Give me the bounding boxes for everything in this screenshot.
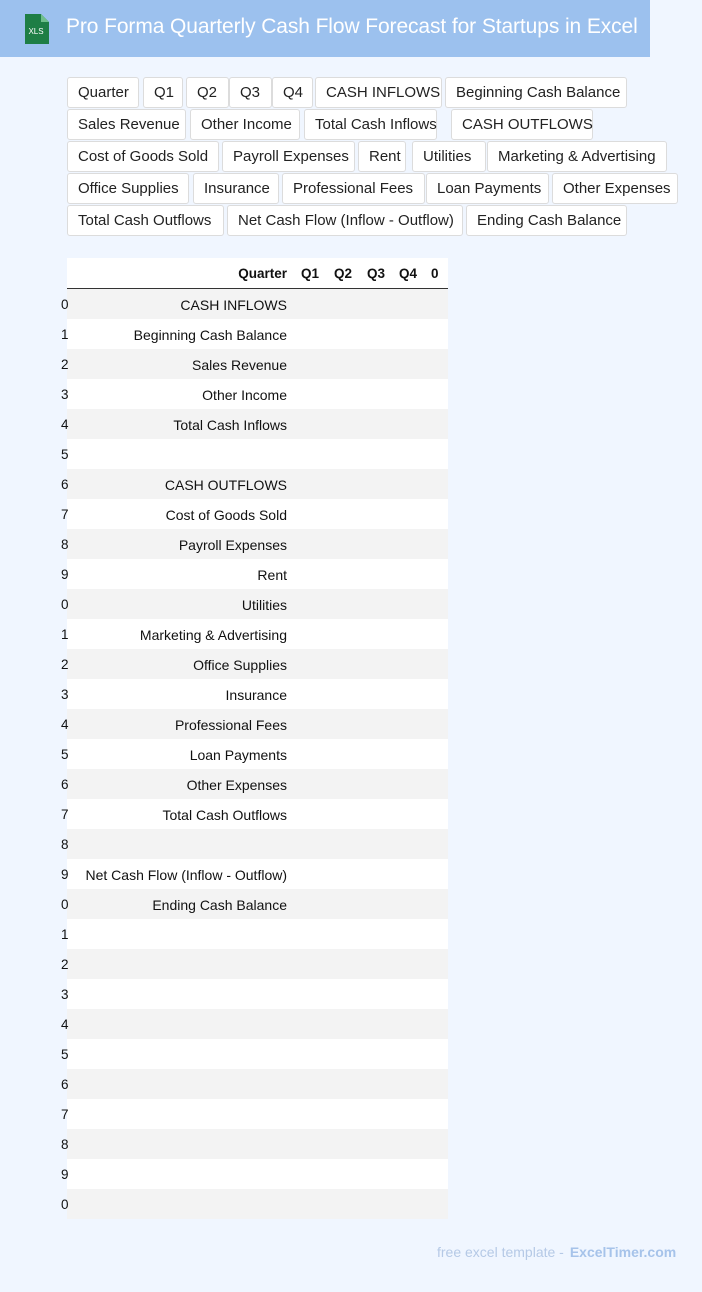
- table-body: [61, 289, 448, 1219]
- footer: [437, 1244, 676, 1260]
- column-header: Q1: [301, 266, 320, 281]
- row-index: 1: [61, 627, 69, 642]
- table-row: [61, 1189, 448, 1219]
- row-label: CASH INFLOWS: [180, 297, 287, 313]
- tag-chip[interactable]: Q1: [143, 77, 183, 108]
- tag-chip[interactable]: Other Income: [190, 109, 300, 140]
- row-label: Total Cash Outflows: [162, 807, 287, 823]
- row-index: 8: [61, 1137, 69, 1152]
- table-row: [61, 919, 448, 949]
- table-row: [61, 1099, 448, 1129]
- table-row: [61, 619, 448, 649]
- row-index: 5: [61, 747, 69, 762]
- table-row: [61, 499, 448, 529]
- table-row: [61, 739, 448, 769]
- row-index: 3: [61, 387, 69, 402]
- table-row: [61, 1159, 448, 1189]
- row-index: 7: [61, 807, 69, 822]
- row-index: 4: [61, 1017, 69, 1032]
- table-row: [61, 679, 448, 709]
- table-row: [61, 979, 448, 1009]
- row-index: 2: [61, 957, 69, 972]
- row-label: CASH OUTFLOWS: [164, 477, 287, 493]
- row-label: Rent: [257, 567, 287, 583]
- row-label: Other Expenses: [186, 777, 287, 793]
- tag-chip[interactable]: Net Cash Flow (Inflow - Outflow): [227, 205, 463, 236]
- row-index: 3: [61, 687, 69, 702]
- row-index: 8: [61, 537, 69, 552]
- row-index: 8: [61, 837, 69, 852]
- row-index: 3: [61, 987, 69, 1002]
- table-row: [61, 1069, 448, 1099]
- tag-chip[interactable]: Beginning Cash Balance: [445, 77, 627, 108]
- tag-chip[interactable]: CASH INFLOWS: [315, 77, 442, 108]
- row-label: Payroll Expenses: [178, 537, 287, 553]
- table-row: [61, 799, 448, 829]
- table-row: [61, 319, 448, 349]
- table-row: [61, 859, 448, 889]
- tag-chip[interactable]: Q4: [272, 77, 313, 108]
- table-row: [61, 469, 448, 499]
- row-index: 2: [61, 657, 69, 672]
- row-index: 7: [61, 507, 69, 522]
- row-label: Other Income: [202, 387, 287, 403]
- table-row: [61, 349, 448, 379]
- table-row: [61, 559, 448, 589]
- table-row: [61, 1009, 448, 1039]
- row-index: 6: [61, 777, 69, 792]
- table-row: [61, 949, 448, 979]
- footer-brand-link[interactable]: ExcelTimer.com: [569, 1244, 677, 1260]
- row-index: 6: [61, 1077, 69, 1092]
- tag-chip[interactable]: CASH OUTFLOWS: [451, 109, 593, 140]
- row-label: Beginning Cash Balance: [133, 327, 287, 343]
- table-row: [61, 379, 448, 409]
- row-label: Total Cash Inflows: [173, 417, 287, 433]
- row-label: Utilities: [241, 597, 287, 613]
- table-header: [67, 258, 448, 289]
- tag-chip[interactable]: Cost of Goods Sold: [67, 141, 219, 172]
- row-index: 0: [61, 297, 69, 312]
- tag-chip[interactable]: Marketing & Advertising: [487, 141, 667, 172]
- row-index: 0: [61, 897, 69, 912]
- table-row: [61, 649, 448, 679]
- column-header: 0: [431, 266, 439, 281]
- row-label: Insurance: [225, 687, 287, 703]
- tag-chip[interactable]: Loan Payments: [426, 173, 549, 204]
- column-header: Q4: [399, 266, 418, 281]
- table-row: [61, 1039, 448, 1069]
- column-header: Quarter: [238, 266, 287, 281]
- tag-chip[interactable]: Rent: [358, 141, 406, 172]
- row-label: Net Cash Flow (Inflow - Outflow): [85, 867, 287, 883]
- row-label: Cost of Goods Sold: [165, 507, 287, 523]
- tag-chip[interactable]: Other Expenses: [552, 173, 678, 204]
- table-row: [61, 1129, 448, 1159]
- table-row: [61, 889, 448, 919]
- row-label: Ending Cash Balance: [152, 897, 287, 913]
- table-row: [61, 529, 448, 559]
- row-index: 9: [61, 567, 69, 582]
- table-row: [61, 289, 448, 319]
- row-index: 6: [61, 477, 69, 492]
- row-label: Office Supplies: [193, 657, 287, 673]
- row-label: Sales Revenue: [192, 357, 287, 373]
- row-index: 0: [61, 1197, 69, 1212]
- tag-chip[interactable]: Total Cash Inflows: [304, 109, 437, 140]
- data-table: [61, 258, 448, 1219]
- row-index: 5: [61, 1047, 69, 1062]
- table-row: [61, 439, 448, 469]
- table-row: [61, 829, 448, 859]
- footer-text: free excel template -: [437, 1244, 564, 1260]
- excel-icon-text: XLS: [28, 27, 44, 36]
- row-index: 4: [61, 717, 69, 732]
- row-index: 1: [61, 927, 69, 942]
- tag-chip[interactable]: Quarter: [67, 77, 139, 108]
- tag-chip[interactable]: Professional Fees: [282, 173, 425, 204]
- row-index: 2: [61, 357, 69, 372]
- row-index: 7: [61, 1107, 69, 1122]
- row-index: 5: [61, 447, 69, 462]
- row-index: 4: [61, 417, 69, 432]
- tag-chip[interactable]: Utilities: [412, 141, 486, 172]
- table-row: [61, 589, 448, 619]
- row-label: Loan Payments: [189, 747, 287, 763]
- row-index: 9: [61, 867, 69, 882]
- row-index: 1: [61, 327, 69, 342]
- row-label: Professional Fees: [174, 717, 287, 733]
- table-row: [61, 409, 448, 439]
- tag-chip[interactable]: Payroll Expenses: [222, 141, 355, 172]
- tag-chip[interactable]: Office Supplies: [67, 173, 189, 204]
- tag-chip[interactable]: Sales Revenue: [67, 109, 186, 140]
- row-index: 9: [61, 1167, 69, 1182]
- tag-chip[interactable]: Q3: [229, 77, 272, 108]
- tag-chip[interactable]: Insurance: [193, 173, 279, 204]
- column-header: Q2: [334, 266, 353, 281]
- row-index: 0: [61, 597, 69, 612]
- tag-chip[interactable]: Q2: [186, 77, 229, 108]
- table-row: [61, 769, 448, 799]
- table-row: [61, 709, 448, 739]
- excel-file-icon: [21, 13, 51, 45]
- page-title: Pro Forma Quarterly Cash Flow Forecast for Startups in Excel: [66, 15, 638, 38]
- column-header: Q3: [367, 266, 386, 281]
- tag-chip[interactable]: Ending Cash Balance: [466, 205, 627, 236]
- header-bar: [0, 0, 650, 57]
- tag-chip[interactable]: Total Cash Outflows: [67, 205, 224, 236]
- row-label: Marketing & Advertising: [139, 627, 287, 643]
